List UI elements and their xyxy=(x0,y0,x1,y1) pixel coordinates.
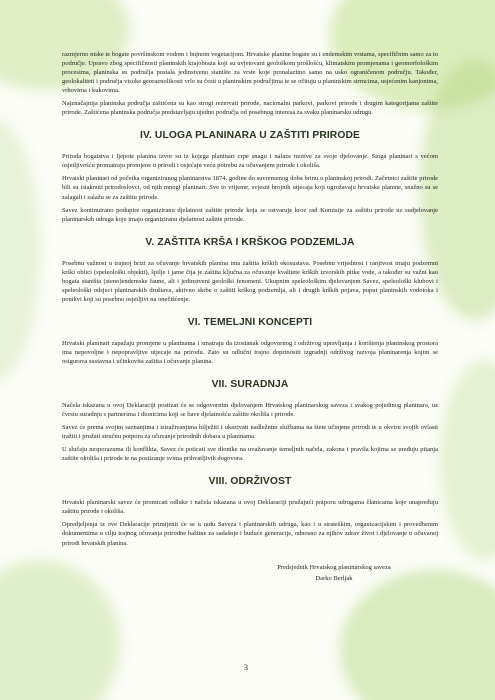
section-heading: VII. SURADNJA xyxy=(211,379,289,391)
paragraph: Opredjeljenja iz ove Deklaracije primijenit će se u radu Saveza i planinarskih udruga, kao i u strateškim, organizacijskim i provedbenim dokumentima u cilju trajnog očuvanja prirodne baštine za sadašnje i buduće generacije, odnosno za njihov zdrav život i djelovanje u očuvanoj prirodi hrvatskih planina. xyxy=(62,521,438,547)
paragraph: Hrvatski planinarski savez će promicati odluke i načela iskazana u ovoj Deklaraciji pružajući potporu udrugama članicama koje unapređuju zaštitu prirode i okoliša. xyxy=(62,499,438,516)
paragraph: Savez će prema svojim saznanjima i istraživanjima bilježiti i ukazivati nadležnim službama na štete učinjene prirodi te u okviru svojih ovlasti tražiti i pružati stručnu potporu za očuvanje prirodnih dobara u planinama. xyxy=(62,424,438,441)
document-page xyxy=(62,0,438,584)
signature-title: Predsjednik Hrvatskog planinarskog saveza xyxy=(277,563,391,571)
intro-text xyxy=(62,50,438,117)
section-heading: V. ZAŠTITA KRŠA I KRŠKOG PODZEMLJA xyxy=(145,236,355,248)
paragraph: Priroda bogatstva i ljepote planina izvor su iz kojega planinari crpe snagu i nalaze motive za svoje djelovanje. Stoga planinari s većom osjetljivošću promatraju promjene u prirodi i osjećaju veću potrebu za očuvanjem prirode i okoliša. xyxy=(62,153,438,170)
paragraph: Posebnu važnost u trajnoj brizi za očuvanje hrvatskih planina ima zaštita krških ekosustava. Posebnu vrijednost i ranjivost imaju podzemni krški oblici (speleološki objekti), špilje i jame čija je zaštita ključna za očuvanje kvalitete krških izvorskih pitke vode, a također su važni kao bogata staništa (steno)endemske faune, ali i jedinstveni geološki fenomeni. Ukupnim speleološkim djelovanjem Savez, speleološki klubovi i speleološki odsjeci planinarskih društava, aktivno skrbe o zaštiti krškog podzemlja, ali i drugih krških pojava, poput planinskih vodotoka i ponikvi koji su posebno osjetljivi na onečišćenje. xyxy=(62,259,438,303)
sections xyxy=(62,130,438,547)
paragraph: razmjerno niske te bogate površinskom vodom i bujnom vegetacijom. Hrvatske planine bogate su i endemskim vrstama, specifičnim samo za to područje. Upravo zbog specifičnosti planinskih krajobraza koji su uvjetovani geološkom prošlošću, klimatskim promjenama i geomorfološkim procesima, planinska su područja postala jedinstveno stanište za vrste koje pronalazimo samo na usko ograničenom području. Također, geolokaliteti i područja visoke georaznolikosti vrlo su česti u planinskim područjima te se očituju u planinskim strmcima, usjećenim kanjonima, vrhovima i kukovima. xyxy=(62,51,438,95)
signature-block xyxy=(62,562,438,584)
section-heading: VIII. ODRŽIVOST xyxy=(208,476,292,488)
paragraph: Najznačajnija planinska područja zaštićena su kao strogi rezervati prirode, nacionalni parkovi, parkovi prirode i drugim kategorijama zaštite prirode. Zaštićena planinska područja predstavljaju ujedno područja od posebnog interesa za svaku planinarsku udrugu. xyxy=(62,100,438,117)
section-heading: VI. TEMELJNI KONCEPTI xyxy=(187,316,313,328)
paragraph: Načela iskazana u ovoj Deklaraciji postizat će se odgovornim djelovanjem Hrvatskog planinarskog saveza i svakog pojedinog planinara, uz čvrstu suradnju s partnerima i dionicima koji se bave djelatnošću zaštite okoliša i prirode. xyxy=(62,402,438,419)
paragraph: U slučaju nesporazuma ili konflikta, Savez će poticati sve dionike na uvažavanje temeljnih načela, zakona i pravila kojima se uređuju pitanja zaštite okoliša i prirode te na postizanje svima prihvatljivih dogovora. xyxy=(62,446,438,463)
paragraph: Hrvatski planinari zapažaju promjene u planinama i smatraju da izostanak odgovornog i održivog upravljanja i korištenja planinskog prostora ima nepovoljne i nepopravljive utjecaje na prirodu. Zato su odlučni trajno doprinositi izgradnji održivog razvoja planinarenja kojim se osigurava sustavna i učinkovita zaštita i očuvanje planina. xyxy=(62,339,438,365)
paragraph: Hrvatski planinari od početka organiziranog planinarstva 1874. godine do suvremenog doba brinu o planinskoj prirodi. Začetnici zaštite prirode bili su istaknuti prirodoslovci, od njih mnogi planinari. Sve to vrijeme, svjesni brojnih utjecaja koji ugrožavaju hrvatske planine, snažno su se zalagali i zalažu se za zaštitu prirode. xyxy=(62,175,438,201)
page-number: 3 xyxy=(244,663,248,672)
section-heading: IV. ULOGA PLANINARA U ZAŠTITI PRIRODE xyxy=(140,130,360,142)
paragraph: Savez kontinuirano podupire organiziranu djelatnost zaštite prirode koja se ostvaruje kroz rad Komisije za zaštitu prirode uz sudjelovanje planinarskih udruga koje imaju organiziranu djelatnost zaštite prirode. xyxy=(62,206,438,223)
signature-name: Darko Berljak xyxy=(315,574,353,582)
